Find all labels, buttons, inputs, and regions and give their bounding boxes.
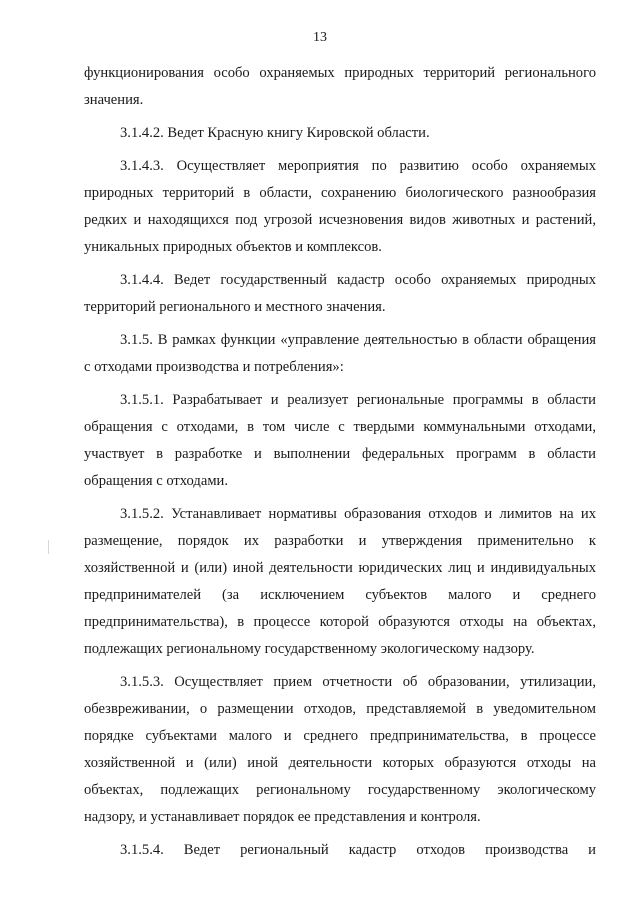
paragraph-3-1-5: 3.1.5. В рамках функции «управление деятельностью в области обращения с отходами производства и потребления»: [84,332,596,375]
page-number: 13 [313,30,327,45]
document-body [84,60,596,870]
paragraph-3-1-4-3: 3.1.4.3. Осуществляет мероприятия по развитию особо охраняемых природных территорий в области, сохранению биологического разнообразия редких и находящихся под угрозой исчезновения видов животных и растений, уникальных природных объектов и комплексов. [84,158,596,255]
margin-mark [48,540,49,554]
paragraph-3-1-5-4: 3.1.5.4. Ведет региональный кадастр отходов производства и [120,842,596,858]
paragraph-3-1-4-2: 3.1.4.2. Ведет Красную книгу Кировской области. [120,125,430,141]
paragraph-3-1-5-1: 3.1.5.1. Разрабатывает и реализует региональные программы в области обращения с отходами, в том числе с твердыми коммунальными отходами, участвует в разработке и выполнении федеральных программ в области обращения с отходами. [84,392,596,489]
paragraph-3-1-5-3: 3.1.5.3. Осуществляет прием отчетности об образовании, утилизации, обезвреживании, о размещении отходов, представляемой в уведомительном порядке субъектами малого и среднего предпринимательства, в процессе хозяйственной и (или) иной деятельности которых образуются отходы на объектах, подлежащих региональному государственному экологическому надзору, и устанавливает порядок ее представления и контроля. [84,674,596,825]
paragraph-continuation: функционирования особо охраняемых природных территорий регионального значения. [84,65,596,108]
paragraph-3-1-4-4: 3.1.4.4. Ведет государственный кадастр особо охраняемых природных территорий регионального и местного значения. [84,272,596,315]
paragraph-3-1-5-2: 3.1.5.2. Устанавливает нормативы образования отходов и лимитов на их размещение, порядок их разработки и утверждения применительно к хозяйственной и (или) иной деятельности юридических лиц и индивидуальных предпринимателей (за исключением субъектов малого и среднего предпринимательства), в процессе которой образуются отходы на объектах, подлежащих региональному государственному экологическому надзору. [84,506,596,657]
